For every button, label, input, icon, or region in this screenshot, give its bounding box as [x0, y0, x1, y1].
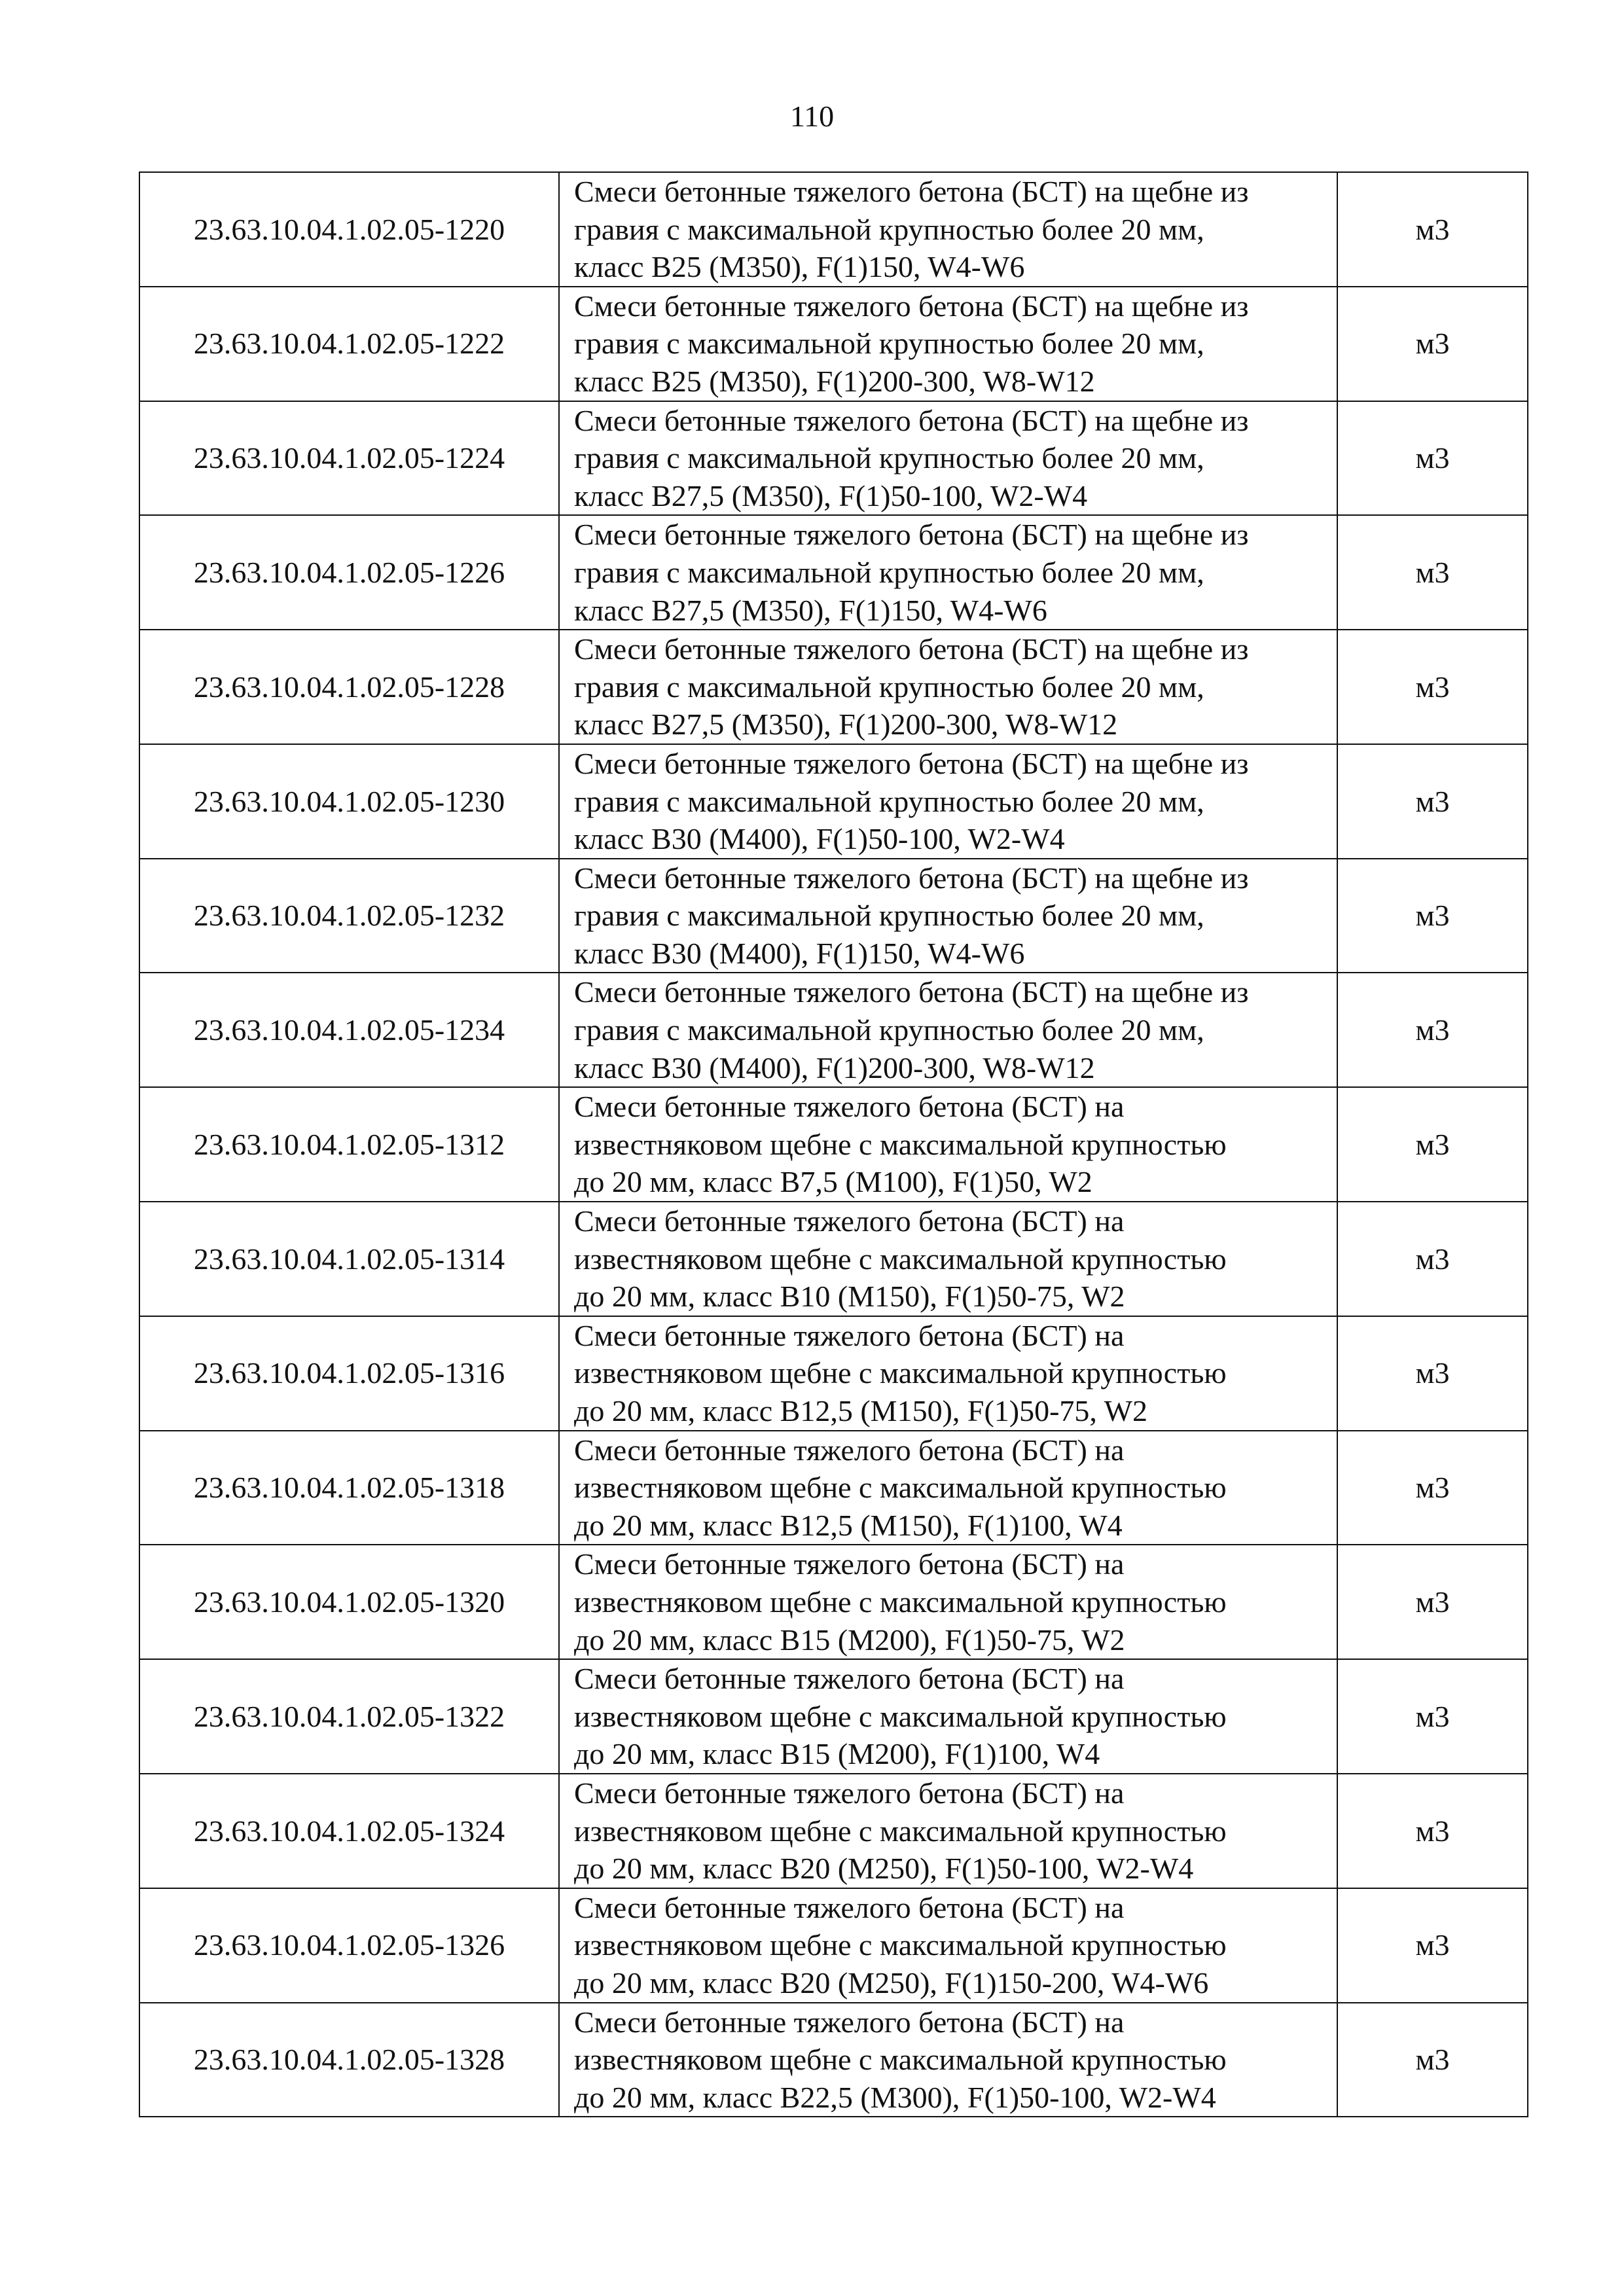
description-line: Смеси бетонные тяжелого бетона (БСТ) на	[574, 1318, 1125, 1352]
description-line: до 20 мм, класс В22,5 (М300), F(1)50-100, W2-W4	[574, 2080, 1216, 2114]
description-line: гравия с максимальной крупностью более 20 мм,	[574, 555, 1204, 589]
description-line: известняковом щебне с максимальной крупностью	[574, 1928, 1227, 1962]
resource-description-cell	[559, 515, 1337, 630]
table-row	[139, 859, 1528, 973]
table-row	[139, 1659, 1528, 1774]
resource-description-cell	[559, 1888, 1337, 2003]
description-line: Смеси бетонные тяжелого бетона (БСТ) на	[574, 1547, 1125, 1581]
resource-code-cell: 23.63.10.04.1.02.05-1324	[139, 1774, 559, 1888]
unit-cell: м3	[1337, 1659, 1528, 1774]
unit-cell: м3	[1337, 172, 1528, 287]
description-line: гравия с максимальной крупностью более 20 мм,	[574, 1013, 1204, 1047]
page-number: 110	[789, 99, 835, 133]
resource-code-cell: 23.63.10.04.1.02.05-1232	[139, 859, 559, 973]
description-line: Смеси бетонные тяжелого бетона (БСТ) на щебне из	[574, 746, 1249, 780]
description-line: Смеси бетонные тяжелого бетона (БСТ) на	[574, 1204, 1125, 1238]
description-line: до 20 мм, класс В10 (М150), F(1)50-75, W2	[574, 1280, 1125, 1314]
unit-cell: м3	[1337, 287, 1528, 401]
description-line: известняковом щебне с максимальной крупностью	[574, 1356, 1227, 1390]
resource-code-cell: 23.63.10.04.1.02.05-1220	[139, 172, 559, 287]
table-row	[139, 1888, 1528, 2003]
resource-code-cell: 23.63.10.04.1.02.05-1328	[139, 2003, 559, 2117]
description-line: Смеси бетонные тяжелого бетона (БСТ) на щебне из	[574, 861, 1249, 895]
table-row	[139, 401, 1528, 516]
table-row	[139, 1087, 1528, 1202]
unit-cell: м3	[1337, 1774, 1528, 1888]
description-line: класс В30 (М400), F(1)200-300, W8-W12	[574, 1050, 1095, 1085]
resource-description-cell	[559, 1316, 1337, 1431]
description-line: гравия с максимальной крупностью более 20 мм,	[574, 670, 1204, 704]
table-row	[139, 1316, 1528, 1431]
unit-cell: м3	[1337, 515, 1528, 630]
resource-code-cell: 23.63.10.04.1.02.05-1224	[139, 401, 559, 516]
resource-code-cell: 23.63.10.04.1.02.05-1322	[139, 1659, 559, 1774]
description-line: Смеси бетонные тяжелого бетона (БСТ) на щебне из	[574, 289, 1249, 323]
description-line: известняковом щебне с максимальной крупностью	[574, 1242, 1227, 1276]
resource-code-cell: 23.63.10.04.1.02.05-1318	[139, 1431, 559, 1545]
description-line: класс В25 (М350), F(1)150, W4-W6	[574, 250, 1025, 284]
resource-code-cell: 23.63.10.04.1.02.05-1222	[139, 287, 559, 401]
unit-cell: м3	[1337, 1202, 1528, 1316]
table-row	[139, 1774, 1528, 1888]
resource-code-cell: 23.63.10.04.1.02.05-1314	[139, 1202, 559, 1316]
description-line: известняковом щебне с максимальной крупностью	[574, 1127, 1227, 1161]
resource-code-cell: 23.63.10.04.1.02.05-1230	[139, 744, 559, 859]
table-row	[139, 1202, 1528, 1316]
description-line: Смеси бетонные тяжелого бетона (БСТ) на щебне из	[574, 403, 1249, 437]
resource-description-cell	[559, 401, 1337, 516]
description-line: Смеси бетонные тяжелого бетона (БСТ) на	[574, 1433, 1125, 1467]
unit-cell: м3	[1337, 401, 1528, 516]
description-line: Смеси бетонные тяжелого бетона (БСТ) на	[574, 1090, 1125, 1124]
resource-description-cell	[559, 630, 1337, 744]
description-line: до 20 мм, класс В12,5 (М150), F(1)50-75, W2	[574, 1394, 1148, 1427]
resource-code-cell: 23.63.10.04.1.02.05-1320	[139, 1545, 559, 1659]
resource-code-cell: 23.63.10.04.1.02.05-1326	[139, 1888, 559, 2003]
description-line: Смеси бетонные тяжелого бетона (БСТ) на щебне из	[574, 975, 1249, 1009]
description-line: до 20 мм, класс В15 (М200), F(1)100, W4	[574, 1737, 1100, 1771]
description-line: Смеси бетонные тяжелого бетона (БСТ) на щебне из	[574, 632, 1249, 666]
description-line: до 20 мм, класс В20 (М250), F(1)150-200, W4-W6	[574, 1965, 1209, 2000]
description-line: класс В30 (М400), F(1)150, W4-W6	[574, 936, 1025, 970]
resource-description-cell	[559, 744, 1337, 859]
description-line: класс В27,5 (М350), F(1)200-300, W8-W12	[574, 708, 1118, 742]
unit-cell: м3	[1337, 630, 1528, 744]
description-line: класс В30 (М400), F(1)50-100, W2-W4	[574, 822, 1065, 856]
unit-cell: м3	[1337, 1316, 1528, 1431]
unit-cell: м3	[1337, 1087, 1528, 1202]
table-row	[139, 515, 1528, 630]
resource-description-cell	[559, 1545, 1337, 1659]
description-line: гравия с максимальной крупностью более 20 мм,	[574, 784, 1204, 818]
unit-cell: м3	[1337, 1888, 1528, 2003]
description-line: известняковом щебне с максимальной крупностью	[574, 1699, 1227, 1733]
description-line: до 20 мм, класс В12,5 (М150), F(1)100, W4	[574, 1508, 1123, 1542]
table-row	[139, 172, 1528, 287]
description-line: известняковом щебне с максимальной крупностью	[574, 1471, 1227, 1505]
description-line: известняковом щебне с максимальной крупностью	[574, 1814, 1227, 1848]
resource-code-cell: 23.63.10.04.1.02.05-1228	[139, 630, 559, 744]
unit-cell: м3	[1337, 1431, 1528, 1545]
resource-description-cell	[559, 172, 1337, 287]
table-row	[139, 2003, 1528, 2117]
resource-description-cell	[559, 1087, 1337, 1202]
table-row	[139, 287, 1528, 401]
unit-cell: м3	[1337, 1545, 1528, 1659]
description-line: класс В27,5 (М350), F(1)50-100, W2-W4	[574, 478, 1088, 512]
description-line: класс В27,5 (М350), F(1)150, W4-W6	[574, 593, 1047, 627]
description-line: гравия с максимальной крупностью более 20 мм,	[574, 212, 1204, 246]
resource-description-cell	[559, 287, 1337, 401]
table-body	[139, 172, 1528, 2117]
resource-code-cell: 23.63.10.04.1.02.05-1312	[139, 1087, 559, 1202]
description-line: гравия с максимальной крупностью более 20 мм,	[574, 327, 1204, 361]
resource-description-cell	[559, 859, 1337, 973]
resource-description-cell	[559, 1431, 1337, 1545]
description-line: Смеси бетонные тяжелого бетона (БСТ) на щебне из	[574, 518, 1249, 552]
table-row	[139, 744, 1528, 859]
description-line: Смеси бетонные тяжелого бетона (БСТ) на щебне из	[574, 175, 1249, 208]
resource-description-cell	[559, 1659, 1337, 1774]
resource-table	[139, 171, 1528, 2117]
resource-code-cell: 23.63.10.04.1.02.05-1316	[139, 1316, 559, 1431]
description-line: класс В25 (М350), F(1)200-300, W8-W12	[574, 364, 1095, 398]
table-row	[139, 630, 1528, 744]
description-line: гравия с максимальной крупностью более 20 мм,	[574, 441, 1204, 475]
table-row	[139, 973, 1528, 1087]
description-line: гравия с максимальной крупностью более 20 мм,	[574, 899, 1204, 933]
resource-description-cell	[559, 2003, 1337, 2117]
table-row	[139, 1431, 1528, 1545]
resource-description-cell	[559, 1202, 1337, 1316]
description-line: до 20 мм, класс В7,5 (М100), F(1)50, W2	[574, 1165, 1092, 1199]
unit-cell: м3	[1337, 744, 1528, 859]
resource-description-cell	[559, 1774, 1337, 1888]
description-line: Смеси бетонные тяжелого бетона (БСТ) на	[574, 1662, 1125, 1696]
description-line: известняковом щебне с максимальной крупностью	[574, 1585, 1227, 1619]
description-line: Смеси бетонные тяжелого бетона (БСТ) на	[574, 2005, 1125, 2039]
description-line: Смеси бетонные тяжелого бетона (БСТ) на	[574, 1776, 1125, 1810]
description-line: до 20 мм, класс В20 (М250), F(1)50-100, W2-W4	[574, 1852, 1194, 1886]
table-row	[139, 1545, 1528, 1659]
description-line: Смеси бетонные тяжелого бетона (БСТ) на	[574, 1890, 1125, 1924]
unit-cell: м3	[1337, 859, 1528, 973]
resource-code-cell: 23.63.10.04.1.02.05-1234	[139, 973, 559, 1087]
description-line: до 20 мм, класс В15 (М200), F(1)50-75, W2	[574, 1623, 1125, 1657]
resource-description-cell	[559, 973, 1337, 1087]
unit-cell: м3	[1337, 2003, 1528, 2117]
resource-code-cell: 23.63.10.04.1.02.05-1226	[139, 515, 559, 630]
description-line: известняковом щебне с максимальной крупностью	[574, 2043, 1227, 2077]
unit-cell: м3	[1337, 973, 1528, 1087]
